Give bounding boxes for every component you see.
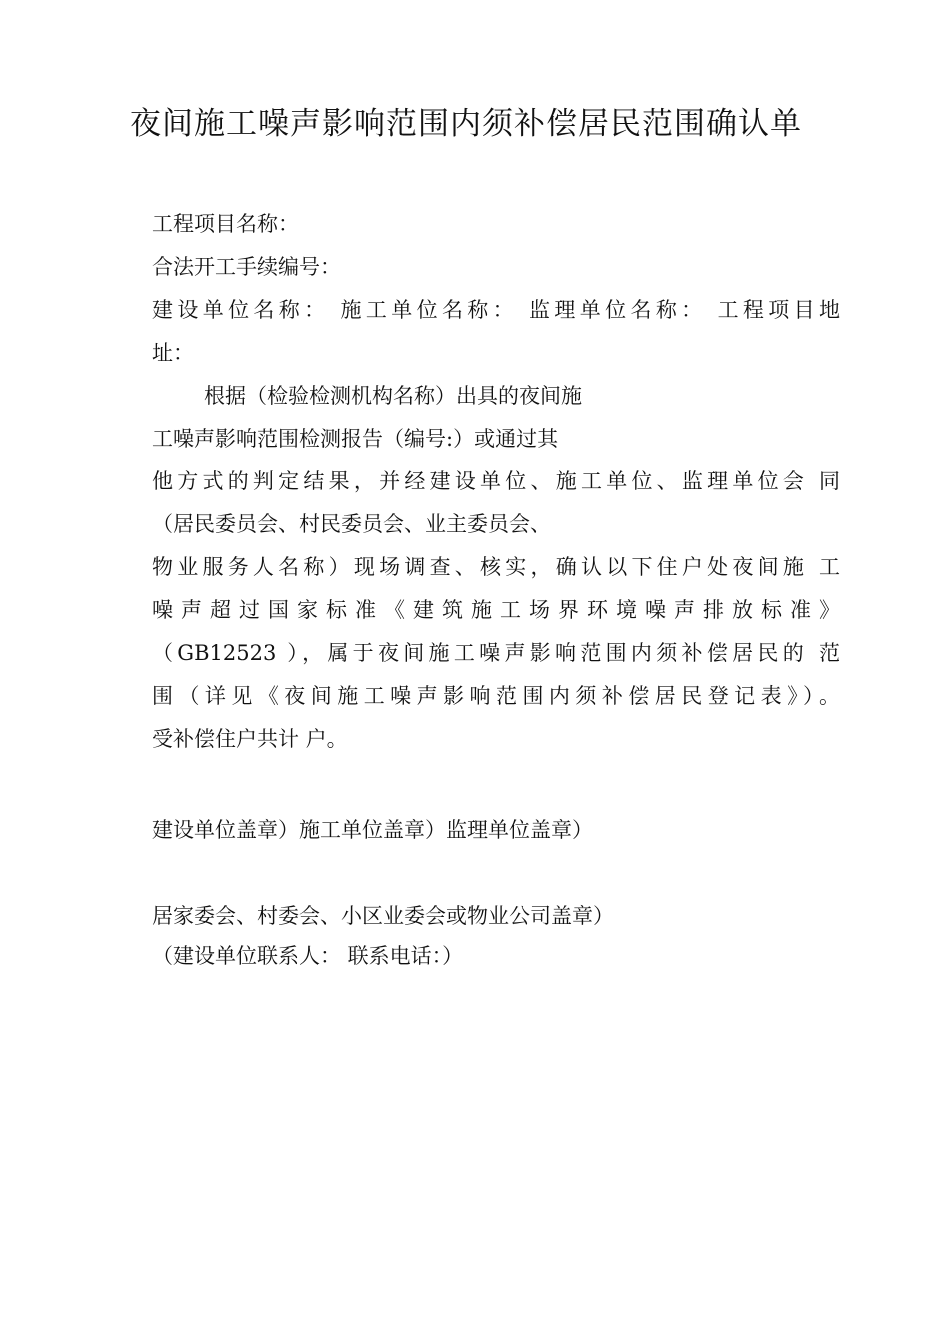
paragraph-line-7: （GB12523 ），属于夜间施工噪声影响范围内须补偿居民的 范 [152,641,840,665]
document-title: 夜间施工噪声影响范围内须补偿居民范围确认单 [130,106,802,142]
paragraph-line-3: 他方式的判定结果，并经建设单位、施工单位、监理单位会 同 [152,469,840,493]
paragraph-line-2: 工噪声影响范围检测报告（编号:）或通过其 [152,427,559,451]
community-seal-line: 居家委会、村委会、小区业委会或物业公司盖章） [152,904,614,928]
contact-line: （建设单位联系人： 联系电话：） [152,944,464,968]
paragraph-line-6: 噪声超过国家标准《建筑施工场界环境噪声排放标准》 [152,598,840,622]
unit-seals-line: 建设单位盖章）施工单位盖章）监理单位盖章） [152,818,593,842]
paragraph-line-5: 物业服务人名称）现场调查、核实，确认以下住户处夜间施 工 [152,555,840,579]
paragraph-line-4: （居民委员会、村民委员会、业主委员会、 [152,512,551,536]
paragraph-line-1: 根据（检验检测机构名称）出具的夜间施 [204,384,582,408]
units-names-line: 建设单位名称： 施工单位名称： 监理单位名称： 工程项目地 [152,298,840,322]
address-continuation: 址： [152,341,194,365]
household-count-line: 受补偿住户共计 户。 [152,727,348,751]
project-name-field: 工程项目名称： [152,212,299,236]
paragraph-line-8: 围（详见《夜间施工噪声影响范围内须补偿居民登记表》）。 [152,684,840,708]
permit-number-field: 合法开工手续编号： [152,255,341,279]
